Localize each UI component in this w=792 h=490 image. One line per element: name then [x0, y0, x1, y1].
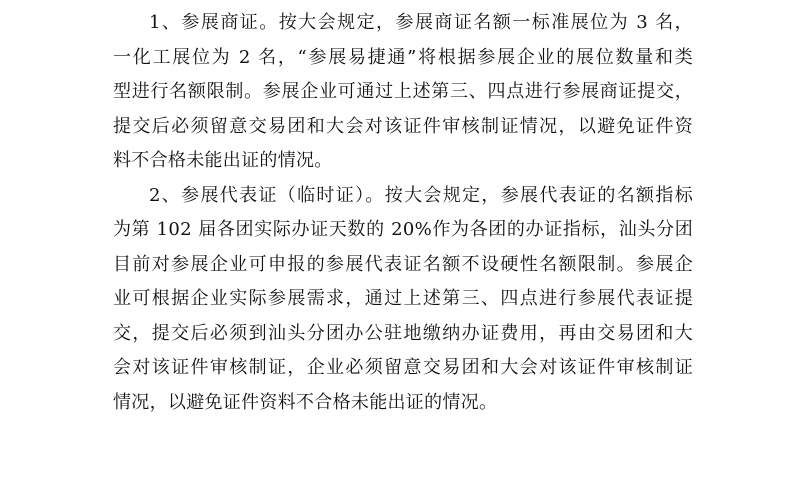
- text-line: 会对该证件审核制证，企业必须留意交易团和大会对该证件审核制证: [113, 357, 693, 378]
- text-line: 为第 102 届各团实际办证天数的 20%作为各团的办证指标，汕头分团: [113, 219, 693, 240]
- paragraph-representative-pass: [113, 179, 693, 421]
- text-line: 交，提交后必须到汕头分团办公驻地缴纳办证费用，再由交易团和大: [113, 322, 693, 344]
- text-line: 一化工展位为 2 名，“参展易捷通”将根据参展企业的展位数量和类: [113, 46, 693, 68]
- text-line: 业可根据企业实际参展需求，通过上述第三、四点进行参展代表证提: [113, 288, 693, 309]
- text-line: 提交后必须留意交易团和大会对该证件审核制证情况，以避免证件资: [113, 115, 693, 137]
- text-line: 目前对参展企业可申报的参展代表证名额不设硬性名额限制。参展企: [113, 253, 693, 275]
- text-line: 型进行名额限制。参展企业可通过上述第三、四点进行参展商证提交，: [113, 81, 693, 102]
- document-body: [113, 6, 693, 420]
- text-line: 情况，以避免证件资料不合格未能出证的情况。: [113, 391, 498, 413]
- text-line: 料不合格未能出证的情况。: [113, 150, 333, 171]
- text-line: 2、参展代表证（临时证）。按大会规定，参展代表证的名额指标: [149, 184, 693, 206]
- paragraph-exhibitor-pass: [113, 6, 693, 179]
- text-line: 1、参展商证。按大会规定，参展商证名额一标准展位为 3 名，: [149, 12, 693, 33]
